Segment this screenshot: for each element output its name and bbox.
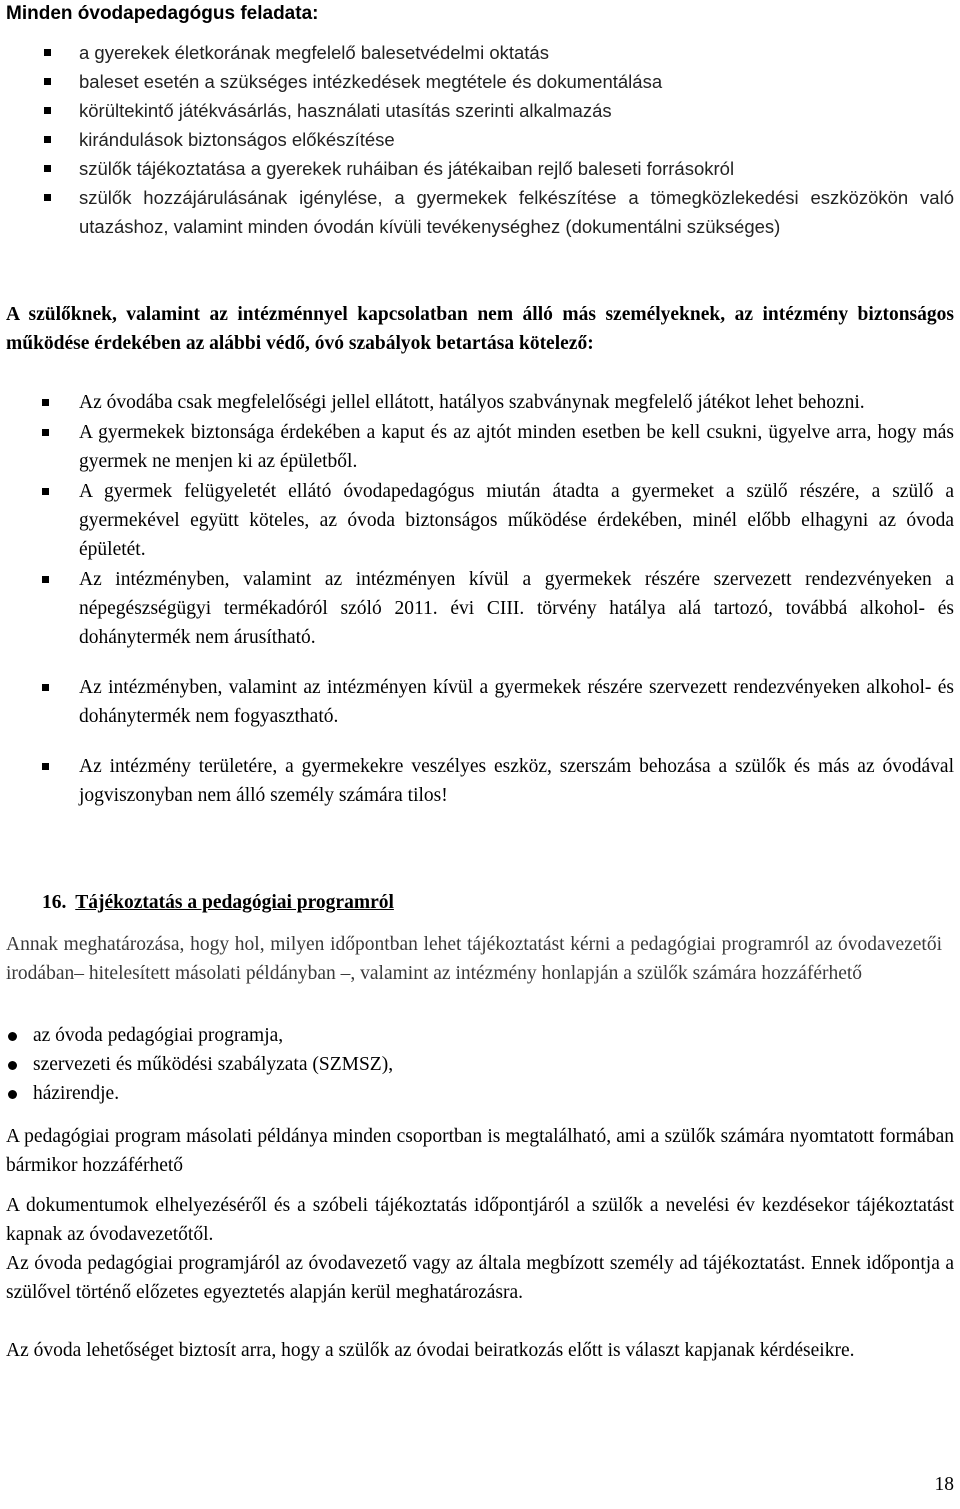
rules-list <box>6 388 954 810</box>
square-bullet-icon <box>44 78 51 85</box>
list-item-text: az óvoda pedagógiai programja, <box>33 1025 284 1046</box>
list-item-text: A gyermek felügyeletét ellátó óvodapedagógus miután átadta a gyermeket a szülő részére, a szülő a gyermekével együtt köteles, az óvoda biztonságos működése érdekében, minél előbb elhagyni az óvoda épületét. <box>79 481 954 560</box>
list-item <box>6 477 954 564</box>
square-bullet-icon <box>42 763 49 770</box>
dot-bullet-icon <box>8 1090 17 1099</box>
list-item <box>6 1021 954 1050</box>
square-bullet-icon <box>42 488 49 495</box>
dot-bullet-icon <box>8 1032 17 1041</box>
section-title: Tájékoztatás a pedagógiai programról <box>75 892 394 913</box>
square-bullet-icon <box>42 684 49 691</box>
paragraph: A pedagógiai program másolati példánya minden csoportban is megtalálható, ami a szülők számára nyomtatott formában bármikor hozzáférhető <box>6 1126 954 1176</box>
list-item <box>6 418 954 476</box>
list-item-text: Az intézményben, valamint az intézményen kívül a gyermekek részére szervezett rendezvényeken alkohol- és dohánytermék nem fogyasztható. <box>79 677 954 727</box>
list-item <box>6 673 954 731</box>
list-item <box>6 96 954 125</box>
list-item <box>6 752 954 810</box>
list-item-text: szülők hozzájárulásának igénylése, a gyermekek felkészítése a tömegközlekedési eszközökön való utazáshoz, valamint minden óvodán kívüli tevékenységhez (dokumentálni szükséges) <box>79 187 954 237</box>
paragraph: A dokumentumok elhelyezéséről és a szóbeli tájékoztatás időpontjáról a szülők a nevelési év kezdésekor tájékoztatást kapnak az óvodavezetőtől. <box>6 1195 954 1245</box>
list-item <box>6 1050 954 1079</box>
list-item-text: A gyermekek biztonsága érdekében a kaput és az ajtót minden esetben be kell csukni, ügyelve arra, hogy más gyermek ne menjen ki az épületből. <box>79 422 954 472</box>
square-bullet-icon <box>44 165 51 172</box>
list-item <box>6 67 954 96</box>
paragraph: Az óvoda pedagógiai programjáról az óvodavezető vagy az általa megbízott személy ad tájékoztatást. Ennek időpontja a szülővel történő előzetes egyeztetés alapján kerül meghatározásra. <box>6 1253 954 1303</box>
list-item-text: Az intézményben, valamint az intézményen kívül a gyermekek részére szervezett rendezvényeken a népegészségügyi termékadóról szóló 2011. évi CIII. törvény hatálya alá tartozó, továbbá alkohol- és dohánytermék nem árusítható. <box>79 569 954 648</box>
list-item-text: körültekintő játékvásárlás, használati utasítás szerinti alkalmazás <box>79 100 612 121</box>
list-item-text: házirendje. <box>33 1083 120 1104</box>
list-item <box>6 565 954 652</box>
list-item <box>6 125 954 154</box>
list-item <box>6 38 954 67</box>
square-bullet-icon <box>42 399 49 406</box>
square-bullet-icon <box>44 136 51 143</box>
paragraph: Az óvoda lehetőséget biztosít arra, hogy a szülők az óvodai beiratkozás előtt is választ kapjanak kérdéseikre. <box>6 1340 855 1361</box>
list-item <box>6 388 954 417</box>
list-item-text: a gyerekek életkorának megfelelő balesetvédelmi oktatás <box>79 42 549 63</box>
duties-list <box>6 38 954 241</box>
square-bullet-icon <box>44 107 51 114</box>
list-item-text: Az intézmény területére, a gyermekekre veszélyes eszköz, szerszám behozása a szülők és más az óvodával jogviszonyban nem álló személy számára tilos! <box>79 756 954 806</box>
list-item <box>6 154 954 183</box>
section-heading-1: Minden óvodapedagógus feladata: <box>6 3 319 24</box>
documents-list <box>6 1021 954 1108</box>
list-item <box>6 1079 954 1108</box>
list-item-text: szülők tájékoztatása a gyerekek ruháiban és játékaiban rejlő baleseti forrásokról <box>79 158 735 179</box>
list-item-text: Az óvodába csak megfelelőségi jellel ellátott, hatályos szabványnak megfelelő játékot lehet behozni. <box>79 392 865 413</box>
section-heading-2: A szülőknek, valamint az intézménnyel kapcsolatban nem álló más személyeknek, az intézmény biztonságos működése érdekében az alábbi védő, óvó szabályok betartása kötelező: <box>6 304 954 354</box>
square-bullet-icon <box>44 194 51 201</box>
list-item-text: baleset esetén a szükséges intézkedések megtétele és dokumentálása <box>79 71 663 92</box>
list-item-text: kirándulások biztonságos előkészítése <box>79 129 395 150</box>
section-intro: Annak meghatározása, hogy hol, milyen időpontban lehet tájékoztatást kérni a pedagógiai programról az óvodavezetői irodában– hitelesített másolati példányban –, valamint az intézmény honlapján a szülők számára hozzáférhető <box>6 934 942 984</box>
square-bullet-icon <box>42 576 49 583</box>
square-bullet-icon <box>44 49 51 56</box>
square-bullet-icon <box>42 429 49 436</box>
dot-bullet-icon <box>8 1061 17 1070</box>
list-item-text: szervezeti és működési szabályzata (SZMSZ), <box>33 1054 394 1075</box>
page-number: 18 <box>934 1474 954 1495</box>
list-item <box>6 183 954 241</box>
section-heading-3 <box>42 888 942 917</box>
section-number: 16. <box>42 892 67 913</box>
